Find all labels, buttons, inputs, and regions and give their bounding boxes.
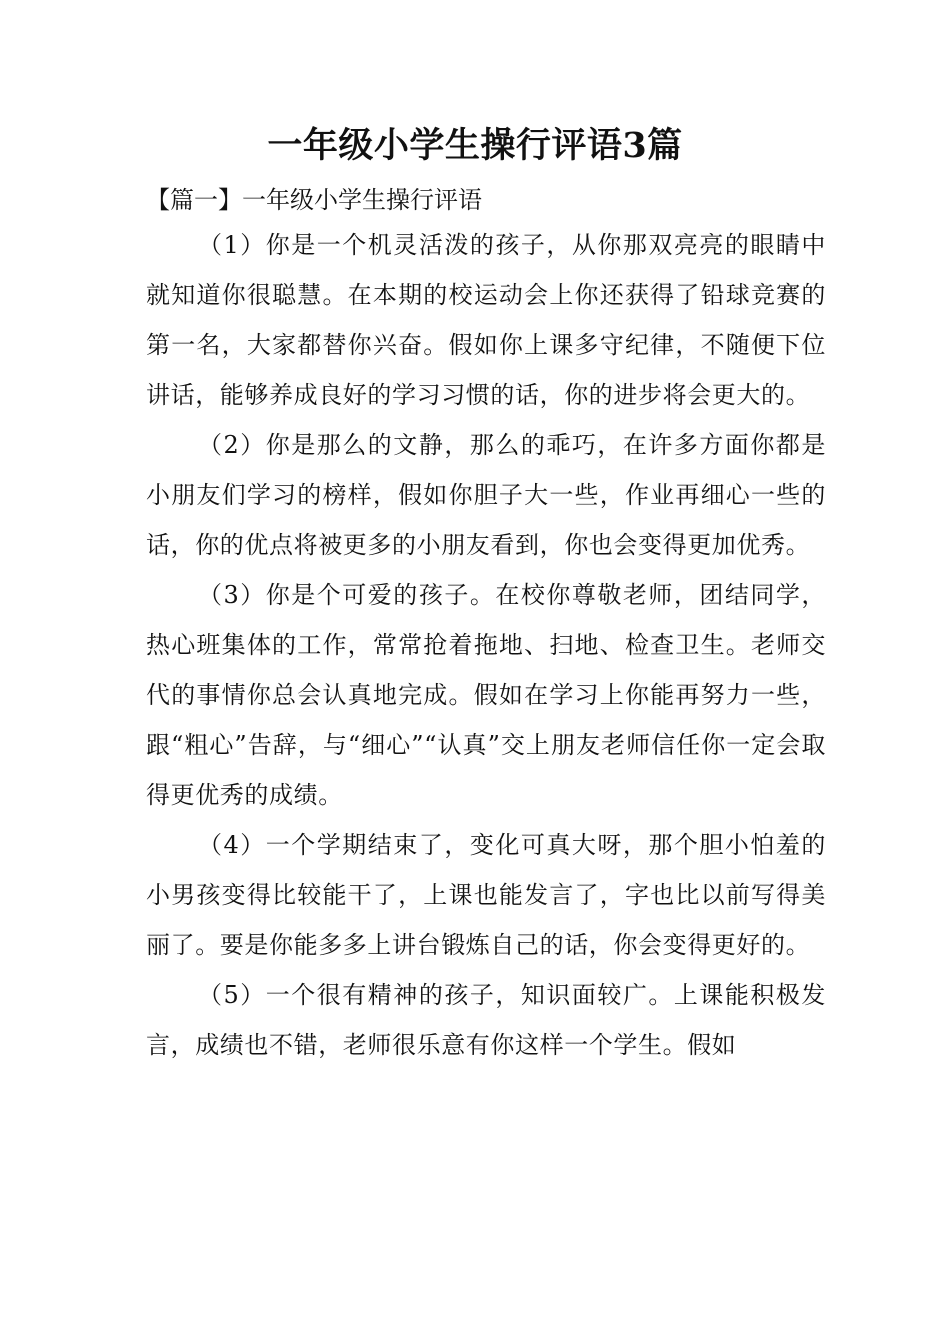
document-title: 一年级小学生操行评语3篇 [267,125,683,166]
section-heading: 【篇一】一年级小学生操行评语 [146,186,482,214]
document-body [146,220,826,1070]
comment-paragraph-5: （5）一个很有精神的孩子，知识面较广。上课能积极发言，成绩也不错，老师很乐意有你这样一个学生。假如 [146,981,826,1059]
comment-paragraph-4: （4）一个学期结束了，变化可真大呀，那个胆小怕羞的小男孩变得比较能干了，上课也能发言了，字也比以前写得美丽了。要是你能多多上讲台锻炼自己的话，你会变得更好的。 [146,831,826,959]
comment-paragraph-2: （2）你是那么的文静，那么的乖巧，在许多方面你都是小朋友们学习的榜样，假如你胆子大一些，作业再细心一些的话，你的优点将被更多的小朋友看到，你也会变得更加优秀。 [146,431,826,559]
comment-paragraph-1: （1）你是一个机灵活泼的孩子，从你那双亮亮的眼睛中就知道你很聪慧。在本期的校运动会上你还获得了铅球竞赛的第一名，大家都替你兴奋。假如你上课多守纪律，不随便下位讲话，能够养成良好的学习习惯的话，你的进步将会更大的。 [146,231,826,409]
comment-paragraph-3: （3）你是个可爱的孩子。在校你尊敬老师，团结同学，热心班集体的工作，常常抢着拖地、扫地、检查卫生。老师交代的事情你总会认真地完成。假如在学习上你能再努力一些，跟“粗心”告辞，与“细心”“认真”交上朋友老师信任你一定会取得更优秀的成绩。 [146,581,826,809]
